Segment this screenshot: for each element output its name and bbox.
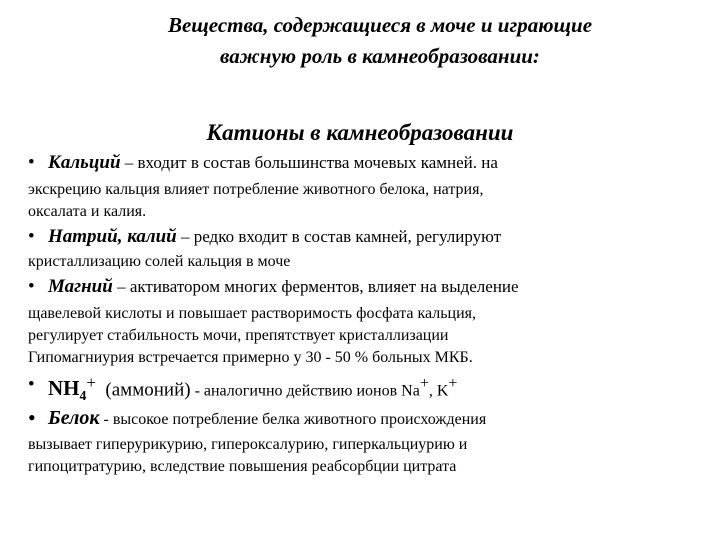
item-first-line [28,274,698,300]
item-continuation: регулирует стабильность мочи, препятствует кристаллизации [28,327,449,344]
term-calcium: Кальций [48,152,121,173]
list-item-protein [28,405,698,477]
formula-sup: + [86,373,96,392]
item-text: - высокое потребление белка животного происхождения [99,411,487,429]
item-first-line [28,224,698,250]
term-magnesium: Магний [48,276,113,297]
bullet-icon: • [28,152,35,173]
slide-subtitle: Катионы в камнеобразовании [206,120,514,145]
list-item-calcium [28,150,698,222]
item-continuation: экскрецию кальция влияет потребление животного белока, натрия, [28,181,484,198]
item-continuation: кристаллизацию солей кальция в моче [28,253,291,270]
item-text: - аналогично действию ионов Na [190,382,420,400]
item-text-k: , K [428,382,449,400]
list-item-magnesium [28,274,698,368]
formula-nh: NH [48,376,80,401]
term-protein: Белок [48,407,100,430]
slide-title [60,10,700,72]
ammonium-formula [48,376,87,404]
na-sup: + [419,375,429,392]
item-text: – редко входит в состав камней, регулируют [176,227,501,246]
bullet-icon: • [28,276,35,297]
title-line-1: Вещества, содержащиеся в моче и играющие [167,13,593,37]
formula-sub: 4 [79,388,87,404]
bullet-list [28,150,698,477]
item-first-line [28,405,698,431]
title-line-2: важную роль в камнеобразовании: [220,44,540,68]
item-text: – активатором многих ферментов, влияет на выделение [112,277,519,296]
term-sodium-potassium: Натрий, калий [48,226,177,247]
bullet-icon: • [28,405,36,431]
list-item-ammonium [28,372,698,403]
list-item-sodium-potassium [28,224,698,272]
item-continuation: щавелевой кислоты и повышает растворимость фосфата кальция, [28,305,477,322]
item-continuation: вызывает гиперурикурию, гипероксалурию, гиперкальциурию и [28,436,468,454]
k-sup: + [448,375,458,392]
item-continuation: оксалата и калия. [28,203,147,220]
item-continuation: гипоцитратурию, вследствие повышения реабсорбции цитрата [28,458,457,476]
item-first-line [28,372,698,403]
ammonium-label: (аммоний) [95,379,191,401]
bullet-icon: • [28,374,35,395]
bullet-icon: • [28,226,35,247]
item-continuation: Гипомагниурия встречается примерно у 30 - 50 % больных МКБ. [28,349,473,366]
item-first-line [28,150,698,176]
item-text: – входит в состав большинства мочевых камней. на [120,153,498,172]
